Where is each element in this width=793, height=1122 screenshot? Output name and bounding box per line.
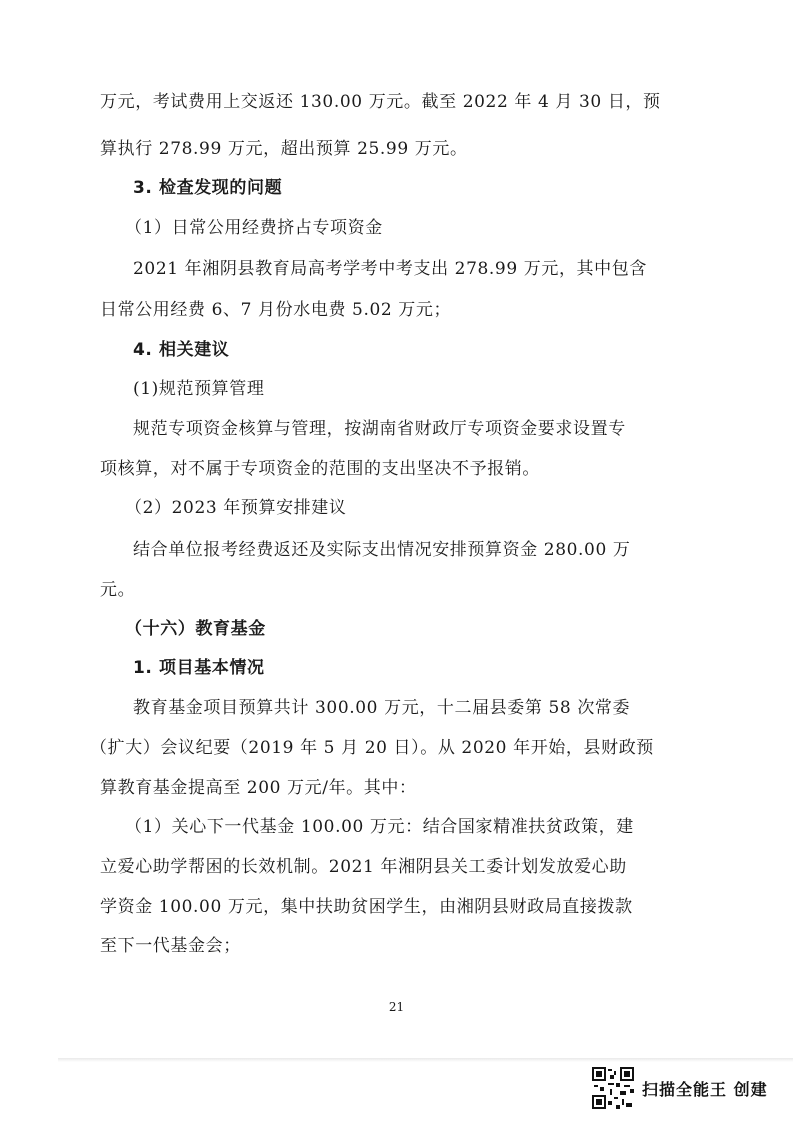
scanner-watermark (592, 1065, 768, 1111)
body-line: 立爱心助学帮困的长效机制。2021 年湘阴县关工委计划发放爱心助 (100, 857, 627, 877)
page-number: 21 (388, 1000, 405, 1014)
section-heading: （十六）教育基金 (125, 619, 266, 639)
subsection-heading: （2）2023 年预算安排建议 (125, 498, 347, 518)
body-line: 规范专项资金核算与管理，按湖南省财政厅专项资金要求设置专 (133, 419, 626, 439)
body-line: 学资金 100.00 万元，集中扶助贫困学生，由湘阴县财政局直接拨款 (100, 897, 633, 917)
subsection-heading: (1)规范预算管理 (133, 379, 265, 399)
section-heading: 1. 项目基本情况 (133, 658, 265, 678)
body-line: 结合单位报考经费返还及实际支出情况安排预算资金 280.00 万 (133, 540, 631, 560)
body-line: 元。 (100, 580, 136, 600)
body-line: 算执行 278.99 万元，超出预算 25.99 万元。 (100, 139, 468, 159)
section-heading: 3. 检查发现的问题 (133, 178, 283, 198)
body-line: 日常公用经费 6、7 月份水电费 5.02 万元； (100, 300, 452, 320)
scanner-app-label: 扫描全能王 创建 (642, 1079, 768, 1099)
body-line: 万元，考试费用上交返还 130.00 万元。截至 2022 年 4 月 30 日，预 (100, 92, 661, 112)
body-line: 项核算，对不属于专项资金的范围的支出坚决不予报销。 (100, 459, 540, 479)
qr-code-icon (592, 1067, 634, 1109)
subsection-heading: （1）日常公用经费挤占专项资金 (125, 218, 383, 238)
body-line: 教育基金项目预算共计 300.00 万元，十二届县委第 58 次常委 (133, 698, 631, 718)
body-line: （扩大）会议纪要（2019 年 5 月 20 日）。从 2020 年开始，县财政预 (90, 738, 654, 758)
body-line: 至下一代基金会； (100, 936, 241, 956)
section-heading: 4. 相关建议 (133, 340, 230, 360)
body-line: （1）关心下一代基金 100.00 万元：结合国家精准扶贫政策，建 (125, 817, 634, 837)
body-line: 2021 年湘阴县教育局高考学考中考支出 278.99 万元，其中包含 (133, 259, 647, 279)
body-line: 算教育基金提高至 200 万元/年。其中： (100, 778, 417, 798)
page-edge-shadow (58, 1058, 793, 1062)
